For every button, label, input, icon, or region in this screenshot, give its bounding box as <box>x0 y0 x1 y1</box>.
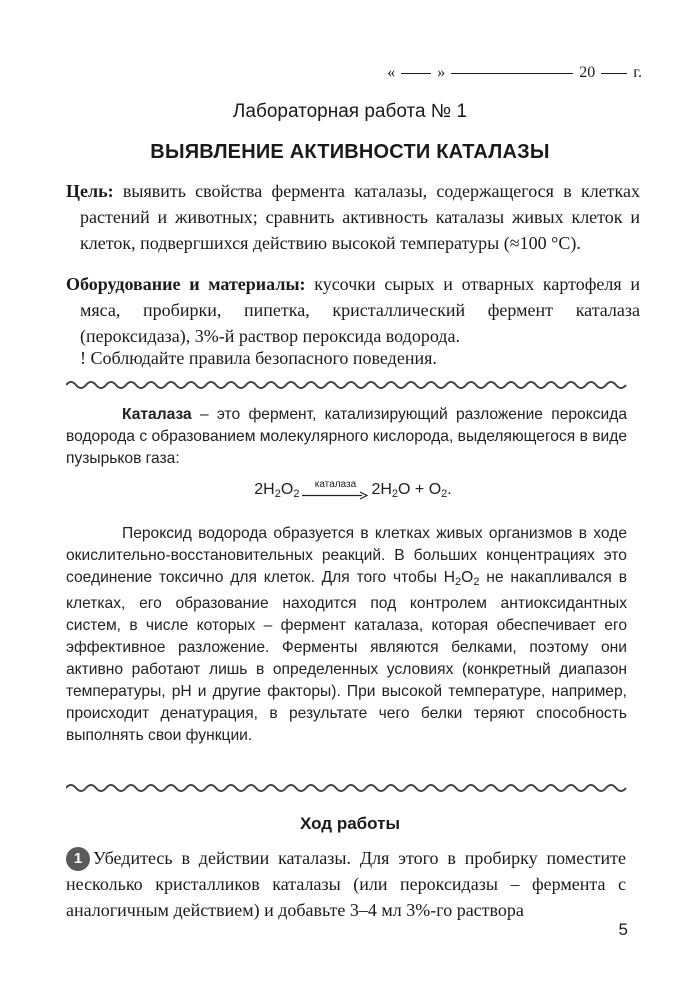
month-blank <box>451 72 573 74</box>
reaction-equation <box>0 480 700 500</box>
page-number: 5 <box>618 920 628 939</box>
catalase-term: Каталаза <box>122 406 192 423</box>
goal-label: Цель: <box>66 181 114 201</box>
goal-paragraph <box>66 178 640 256</box>
catalase-definition-text: – это фермент, катализирующий разложение пероксида водорода с образованием молекулярного кислорода, выделяющегося в виде пузырьков газа: <box>66 406 627 467</box>
year-blank <box>601 72 627 74</box>
equipment-text: кусочки сырых и отварных картофеля и мяса, пробирки, пипетка, кристаллический фермент каталаза (пероксидаза), 3%-й раствор пероксида водорода. <box>80 274 641 346</box>
safety-note: ! Соблюдайте правила безопасного поведения. <box>80 348 437 368</box>
main-title: ВЫЯВЛЕНИЕ АКТИВНОСТИ КАТАЛАЗЫ <box>150 141 550 163</box>
equation-reactant: $2H_2O_2$ <box>254 481 300 500</box>
arrow-icon <box>302 491 368 500</box>
date-line <box>387 64 642 82</box>
procedure-title: Ход работы <box>300 814 400 833</box>
reaction-arrow <box>302 480 368 500</box>
date-close-quote: » <box>437 64 446 81</box>
catalase-definition <box>66 404 627 470</box>
wavy-divider-bottom <box>66 781 628 795</box>
equipment-paragraph <box>66 271 640 349</box>
peroxide-paragraph: Пероксид водорода образуется в клетках живых организмов в ходе окислительно-восстановительных реакций. В больших концентрациях это соединение токсично для клеток. Для того чтобы $H_2O_2$ не накапливался в клетках, его образование находится под контролем антиоксидантных систем, в числе которых – фермент каталаза, которая обеспечивает его эффективное разложение. Ферменты являются белками, поэтому они активно работают лишь в определенных условиях (конкретный диапазон температуры, pH и другие факторы). При высокой температуре, например, происходит денатурация, в результате чего белки теряют способность выполнять свои функции. <box>66 525 627 744</box>
equipment-label: Оборудование и материалы: <box>66 274 306 294</box>
year-prefix: 20 <box>579 64 596 81</box>
catalyst-label: каталаза <box>314 479 357 490</box>
step-number-badge: 1 <box>66 847 90 871</box>
step-1-text: Убедитесь в действии каталазы. Для этого в пробирку поместите несколько кристалликов каталазы (или пероксидазы – фермента с аналогичным действием) и добавьте 3–4 мл 3%-го раствора <box>66 848 626 920</box>
step-1-paragraph <box>66 845 626 923</box>
goal-text: выявить свойства фермента каталазы, содержащегося в клетках растений и животных; сравнить активность каталазы живых клеток и клеток, подвергшихся действию высокой температуры (≈100 °С). <box>80 181 640 253</box>
year-suffix: г. <box>633 64 642 81</box>
lab-title: Лабораторная работа № 1 <box>232 101 468 122</box>
wavy-divider-top <box>66 378 628 392</box>
date-open-quote: « <box>387 64 396 81</box>
day-blank <box>401 72 431 74</box>
equation-products: $2H_2O + O_2$. <box>371 481 452 500</box>
